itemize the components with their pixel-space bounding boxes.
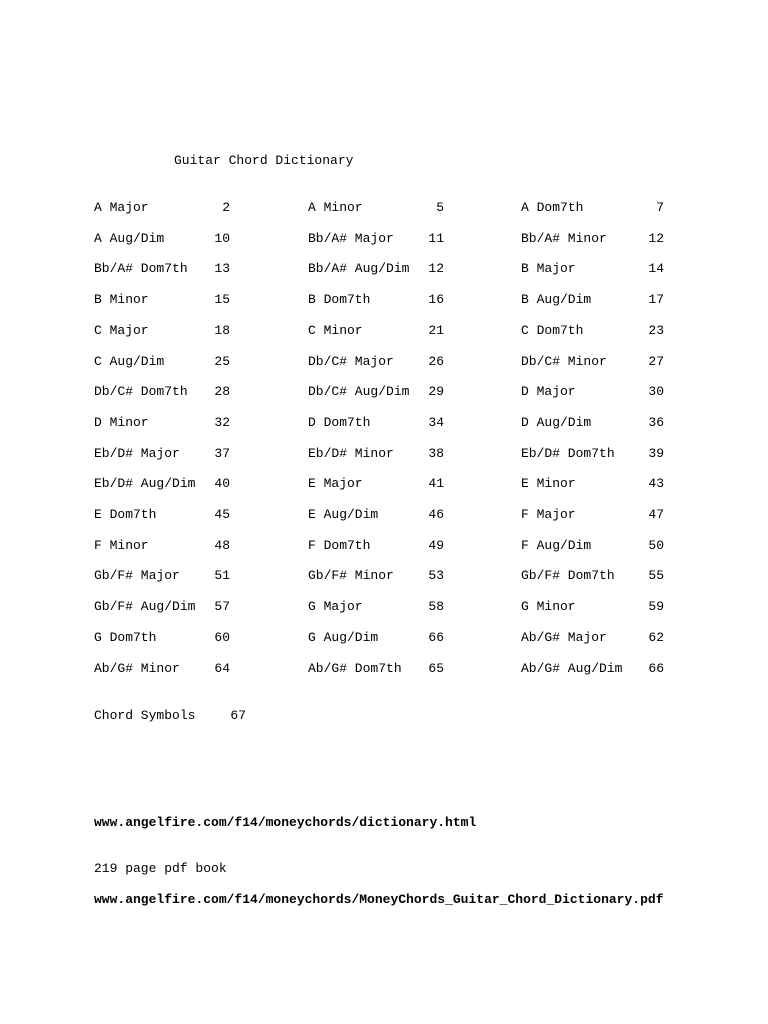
- chord-entry: [94, 231, 230, 249]
- chord-page-number: 16: [428, 292, 444, 308]
- chord-entry: [308, 200, 444, 218]
- chord-symbols-page: 67: [230, 708, 246, 723]
- chord-name: Bb/A# Dom7th: [94, 261, 188, 277]
- chord-page-number: 66: [648, 660, 664, 676]
- chord-page-number: 45: [214, 507, 230, 522]
- chord-page-number: 14: [648, 261, 664, 277]
- chord-name: D Major: [521, 384, 576, 400]
- chord-page-number: 26: [428, 353, 444, 369]
- chord-page-number: 55: [648, 568, 664, 584]
- chord-name: C Major: [94, 322, 149, 338]
- chord-name: Db/C# Minor: [521, 353, 607, 369]
- chord-name: Bb/A# Major: [308, 230, 394, 246]
- chord-name: E Dom7th: [94, 507, 157, 522]
- chord-page-number: 28: [214, 384, 230, 400]
- chord-name: B Major: [521, 261, 576, 277]
- chord-symbols-label: Chord Symbols: [94, 708, 196, 723]
- chord-name: A Major: [94, 200, 149, 215]
- chord-entry: [94, 507, 230, 525]
- chord-entry: [94, 599, 230, 617]
- chord-entry: [94, 354, 230, 372]
- book-note: 219 page pdf book: [94, 861, 227, 876]
- chord-name: G Minor: [521, 599, 576, 615]
- chord-name: Ab/G# Dom7th: [308, 660, 402, 676]
- chord-page-number: 48: [214, 537, 230, 553]
- chord-name: Eb/D# Minor: [308, 445, 394, 461]
- chord-entry: [308, 630, 444, 648]
- chord-page-number: 32: [214, 414, 230, 430]
- chord-page-number: 30: [648, 384, 664, 400]
- chord-page-number: 51: [214, 568, 230, 584]
- chord-entry: [308, 261, 444, 279]
- chord-page-number: 25: [214, 353, 230, 369]
- chord-page-number: 7: [656, 200, 664, 215]
- chord-entry: [308, 415, 444, 433]
- chord-page-number: 53: [428, 568, 444, 584]
- chord-name: Ab/G# Major: [521, 629, 607, 645]
- chord-entry: [308, 599, 444, 617]
- chord-page-number: 36: [648, 414, 664, 430]
- chord-entry: [521, 599, 664, 617]
- chord-entry: [308, 568, 444, 586]
- chord-page-number: 58: [428, 599, 444, 615]
- chord-page-number: 37: [214, 445, 230, 461]
- chord-entry: [308, 476, 444, 494]
- dictionary-link[interactable]: www.angelfire.com/f14/moneychords/dictionary.html: [94, 815, 477, 830]
- chord-page-number: 60: [214, 629, 230, 645]
- chord-page-number: 2: [222, 200, 230, 215]
- chord-page-number: 41: [428, 476, 444, 492]
- chord-entry: [521, 261, 664, 279]
- chord-page-number: 12: [428, 261, 444, 277]
- chord-name: C Dom7th: [521, 322, 584, 338]
- chord-name: Gb/F# Minor: [308, 568, 394, 584]
- chord-entry: [521, 568, 664, 586]
- chord-entry: [521, 354, 664, 372]
- chord-name: E Minor: [521, 476, 576, 492]
- chord-name: Eb/D# Dom7th: [521, 445, 615, 461]
- chord-page-number: 5: [436, 200, 444, 215]
- chord-name: Gb/F# Dom7th: [521, 568, 615, 584]
- chord-name: E Major: [308, 476, 363, 492]
- chord-name: G Major: [308, 599, 363, 615]
- page-title: Guitar Chord Dictionary: [174, 153, 354, 168]
- chord-entry: [94, 200, 230, 218]
- chord-name: A Aug/Dim: [94, 230, 165, 246]
- chord-page-number: 29: [428, 384, 444, 400]
- chord-name: Gb/F# Aug/Dim: [94, 599, 196, 615]
- chord-name: F Dom7th: [308, 537, 371, 553]
- chord-entry: [94, 446, 230, 464]
- chord-entry: [521, 446, 664, 464]
- chord-page-number: 13: [214, 261, 230, 277]
- chord-entry: [94, 261, 230, 279]
- chord-entry: [521, 507, 664, 525]
- chord-page-number: 27: [648, 353, 664, 369]
- chord-page-number: 39: [648, 445, 664, 461]
- chord-entry: [308, 323, 444, 341]
- chord-entry: [521, 231, 664, 249]
- chord-entry: [521, 476, 664, 494]
- chord-page-number: 65: [428, 660, 444, 676]
- chord-name: G Aug/Dim: [308, 629, 379, 645]
- chord-name: Db/C# Aug/Dim: [308, 384, 410, 400]
- chord-entry: [94, 661, 230, 679]
- chord-page-number: 50: [648, 537, 664, 553]
- chord-entry: [521, 292, 664, 310]
- chord-page-number: 49: [428, 537, 444, 553]
- chord-entry: [521, 415, 664, 433]
- chord-name: F Minor: [94, 537, 149, 553]
- chord-entry: [94, 630, 230, 648]
- chord-name: C Minor: [308, 322, 363, 338]
- chord-entry: [308, 292, 444, 310]
- chord-entry: [308, 507, 444, 525]
- chord-page-number: 43: [648, 476, 664, 492]
- chord-entry: [308, 538, 444, 556]
- chord-page-number: 18: [214, 322, 230, 338]
- chord-page-number: 11: [428, 230, 444, 246]
- chord-page-number: 38: [428, 445, 444, 461]
- chord-entry: [94, 292, 230, 310]
- chord-page-number: 10: [214, 230, 230, 246]
- chord-name: G Dom7th: [94, 629, 157, 645]
- chord-page-number: 57: [214, 599, 230, 615]
- chord-entry: [521, 200, 664, 218]
- chord-entry: [94, 538, 230, 556]
- chord-name: A Minor: [308, 200, 363, 215]
- chord-page-number: 47: [648, 507, 664, 522]
- chord-page-number: 62: [648, 629, 664, 645]
- chord-page-number: 66: [428, 629, 444, 645]
- chord-name: Bb/A# Aug/Dim: [308, 261, 410, 277]
- chord-name: F Major: [521, 507, 576, 522]
- chord-page-number: 17: [648, 292, 664, 308]
- chord-name: B Dom7th: [308, 292, 371, 308]
- chord-entry: [308, 231, 444, 249]
- chord-page-number: 23: [648, 322, 664, 338]
- chord-entry: [308, 384, 444, 402]
- chord-name: Db/C# Dom7th: [94, 384, 188, 400]
- chord-name: F Aug/Dim: [521, 537, 592, 553]
- chord-entry: [94, 323, 230, 341]
- chord-entry: [94, 476, 230, 494]
- chord-entry: [521, 630, 664, 648]
- chord-name: Ab/G# Minor: [94, 660, 180, 676]
- chord-entry: [521, 538, 664, 556]
- chord-name: B Aug/Dim: [521, 292, 592, 308]
- chord-entry: [521, 323, 664, 341]
- chord-entry: [94, 384, 230, 402]
- chord-page-number: 40: [214, 476, 230, 492]
- chord-entry: [308, 661, 444, 679]
- chord-entry: [308, 354, 444, 372]
- chord-entry: [521, 384, 664, 402]
- chord-entry: [94, 568, 230, 586]
- chord-page-number: 46: [428, 507, 444, 522]
- chord-name: B Minor: [94, 292, 149, 308]
- chord-name: Db/C# Major: [308, 353, 394, 369]
- chord-page-number: 34: [428, 414, 444, 430]
- chord-page-number: 15: [214, 292, 230, 308]
- pdf-link[interactable]: www.angelfire.com/f14/moneychords/MoneyChords_Guitar_Chord_Dictionary.pdf: [94, 892, 664, 907]
- chord-name: Ab/G# Aug/Dim: [521, 660, 623, 676]
- chord-name: C Aug/Dim: [94, 353, 165, 369]
- chord-entry: [308, 446, 444, 464]
- chord-page-number: 21: [428, 322, 444, 338]
- chord-name: Eb/D# Aug/Dim: [94, 476, 196, 492]
- chord-entry: [521, 661, 664, 679]
- chord-entry: [94, 415, 230, 433]
- chord-name: D Minor: [94, 414, 149, 430]
- chord-name: E Aug/Dim: [308, 507, 379, 522]
- chord-name: Eb/D# Major: [94, 445, 180, 461]
- chord-name: Bb/A# Minor: [521, 230, 607, 246]
- chord-page-number: 64: [214, 660, 230, 676]
- chord-page-number: 12: [648, 230, 664, 246]
- chord-name: D Aug/Dim: [521, 414, 592, 430]
- chord-name: A Dom7th: [521, 200, 584, 215]
- chord-page-number: 59: [648, 599, 664, 615]
- chord-symbols-entry: [94, 708, 246, 726]
- chord-name: D Dom7th: [308, 414, 371, 430]
- chord-name: Gb/F# Major: [94, 568, 180, 584]
